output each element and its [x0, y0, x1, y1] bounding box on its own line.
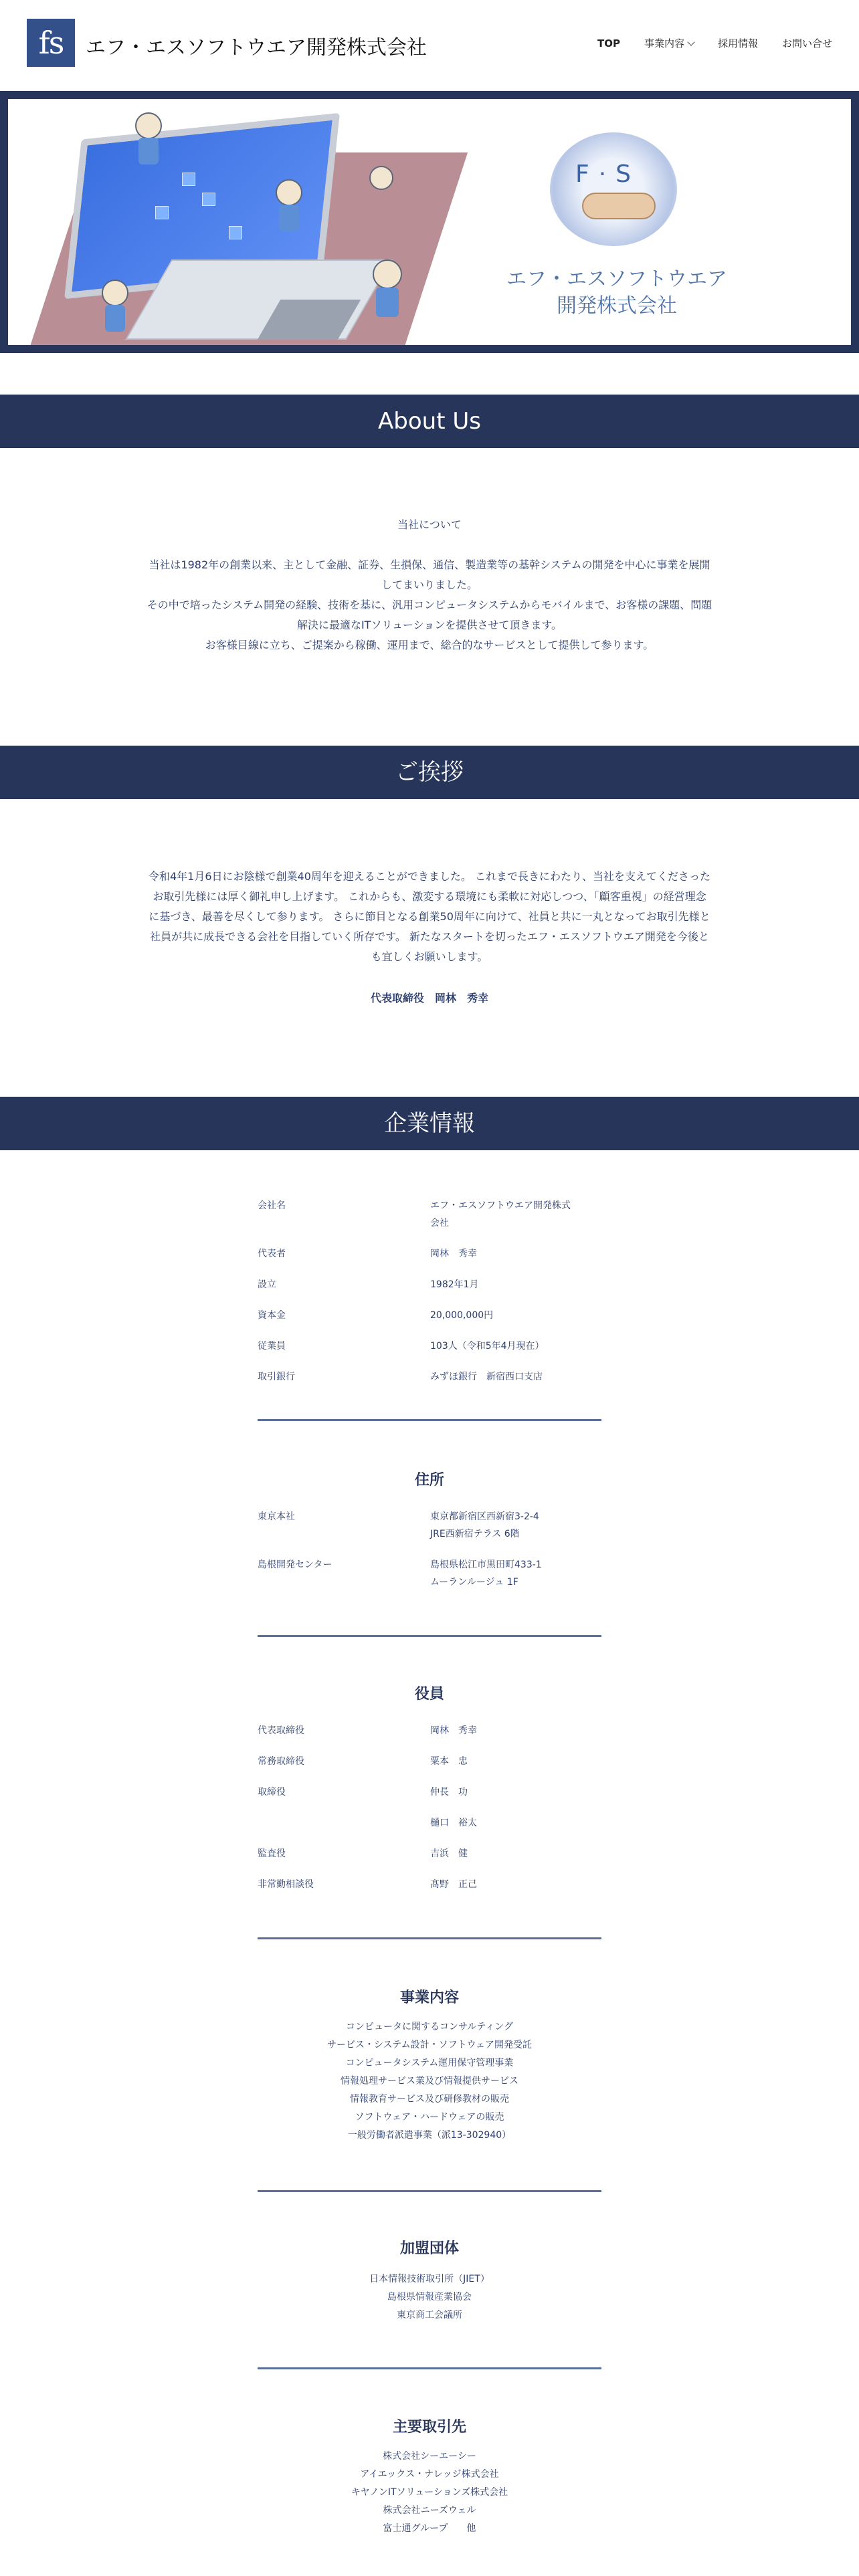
officer-role: 監査役: [258, 1848, 286, 1859]
info-value: 岡林 秀幸: [430, 1249, 477, 1259]
section-divider: [258, 2190, 601, 2192]
cube-icon: [155, 206, 169, 219]
character-head-icon: [135, 112, 162, 139]
info-value: [430, 1197, 601, 1232]
address-table: [258, 1508, 601, 1604]
business-item: 一般労働者派遣事業（派13-302940）: [347, 2130, 512, 2141]
client-item: キヤノンITソリューションズ株式会社: [351, 2487, 508, 2498]
membership-item: 日本情報技術取引所（JIET）: [369, 2274, 490, 2284]
info-value-line: エフ・エスソフトウエア開発株式: [430, 1200, 571, 1211]
address-key: 島根開発センター: [258, 1560, 332, 1570]
officer-role: [258, 1814, 430, 1832]
company-info-table: [258, 1197, 601, 1399]
hero-image: [8, 99, 851, 345]
officer-role: 取締役: [258, 1787, 286, 1798]
info-row: [258, 1307, 601, 1324]
character-body-icon: [376, 288, 399, 317]
emblem-letters: F·S: [575, 160, 641, 188]
business-item: ソフトウェア・ハードウェアの販売: [355, 2112, 504, 2123]
business-item: 情報教育サービス及び研修教材の販売: [350, 2094, 509, 2105]
handshake-icon: [582, 193, 656, 219]
info-key: 代表者: [258, 1249, 286, 1259]
site-title[interactable]: エフ・エスソフトウエア開発株式会社: [86, 36, 427, 60]
info-row: [258, 1337, 601, 1355]
officer-name: 岡林 秀幸: [430, 1725, 477, 1736]
character-head-icon: [276, 179, 302, 206]
character-head-icon: [102, 280, 128, 306]
business-title: 事業内容: [399, 1990, 459, 2006]
about-heading: About Us: [0, 395, 859, 448]
business-item: コンピュータに関するコンサルティング: [346, 2022, 513, 2032]
about-line: 解決に最適なITソリューションを提供させて頂きます。: [296, 619, 563, 631]
hero-company-line: 開発株式会社: [557, 294, 677, 318]
site-header: [0, 0, 859, 91]
officer-role: 常務取締役: [258, 1756, 304, 1767]
membership-item: 島根県情報産業協会: [387, 2292, 472, 2302]
hero-company-name: [503, 266, 731, 320]
address-row: [258, 1508, 601, 1543]
greeting-line: 令和4年1月6日にお陰様で創業40周年を迎えることができました。 これまで長きにわたり、当社を支えてくださった: [149, 870, 710, 883]
address-row: [258, 1556, 601, 1591]
greeting-line: も宜しくお願いします。: [371, 950, 488, 963]
character-head-icon: [373, 259, 402, 289]
section-divider: [258, 1419, 601, 1421]
emblem-circle: [550, 132, 677, 246]
info-row: [258, 1276, 601, 1293]
nav-label: お問い合せ: [781, 37, 832, 49]
address-title: 住所: [414, 1472, 444, 1489]
officer-name: 吉浜 健: [430, 1848, 468, 1859]
character-head-icon: [369, 166, 393, 190]
officer-name: 粟本 忠: [430, 1756, 468, 1767]
about-line: してまいりました。: [381, 578, 478, 591]
chevron-down-icon: [687, 38, 694, 45]
officer-role: 非常勤相談役: [258, 1879, 314, 1890]
nav-label: 採用情報: [717, 37, 758, 49]
address-line: 東京都新宿区西新宿3-2-4: [430, 1511, 539, 1522]
nav-item-top[interactable]: [597, 36, 620, 50]
info-key: 資本金: [258, 1310, 286, 1321]
about-line: お客様目線に立ち、ご提案から稼働、運用まで、総合的なサービスとして提供して参ります。: [205, 639, 654, 651]
address-value: [430, 1556, 601, 1591]
nav-item-recruit[interactable]: [718, 36, 758, 50]
officer-row: [258, 1845, 601, 1862]
hero-banner: [0, 91, 859, 353]
about-subheading: 当社について: [397, 518, 462, 531]
cube-icon: [229, 226, 242, 239]
membership-title: 加盟団体: [399, 2240, 459, 2257]
main-nav: [597, 36, 832, 50]
info-value-line: 会社: [430, 1218, 449, 1228]
nav-label: 事業内容: [644, 37, 684, 49]
membership-item: 東京商工会議所: [397, 2310, 462, 2321]
membership-list: [0, 2270, 859, 2325]
info-row: [258, 1368, 601, 1386]
officer-name: 樋口 裕太: [430, 1818, 477, 1828]
address-line: ムーランルージュ 1F: [430, 1577, 518, 1588]
officer-name: 仲長 功: [430, 1787, 468, 1798]
greeting-signature: 代表取締役 岡林 秀幸: [370, 992, 488, 1004]
officer-row: [258, 1814, 601, 1832]
info-key: 設立: [258, 1279, 276, 1290]
section-divider: [258, 1635, 601, 1637]
business-list: [0, 2018, 859, 2145]
officer-row: [258, 1753, 601, 1770]
officer-role: 代表取締役: [258, 1725, 304, 1736]
company-logo[interactable]: fs: [27, 19, 75, 67]
cube-icon: [182, 173, 195, 186]
info-value: 20,000,000円: [430, 1310, 494, 1321]
hero-company-line: エフ・エスソフトウエア: [506, 267, 727, 291]
address-key: 東京本社: [258, 1511, 295, 1522]
character-body-icon: [279, 205, 299, 231]
greeting-line: 社員が共に成長できる会社を目指していく所存です。 新たなスタートを切ったエフ・エスソフトウエア開発を今後と: [150, 930, 709, 943]
business-item: 情報処理サービス業及び情報提供サービス: [341, 2076, 518, 2086]
nav-label: TOP: [597, 37, 620, 49]
about-line: 当社は1982年の創業以来、主として金融、証券、生損保、通信、製造業等の基幹システムの開発を中心に事業を展開: [149, 558, 710, 571]
client-item: 富士通グループ 他: [383, 2523, 476, 2534]
info-value: みずほ銀行 新宿西口支店: [430, 1372, 543, 1382]
info-key: 従業員: [258, 1341, 286, 1352]
officer-row: [258, 1876, 601, 1893]
section-divider: [258, 2367, 601, 2369]
clients-list: [0, 2448, 859, 2538]
client-item: アイエックス・ナレッジ株式会社: [360, 2469, 499, 2480]
cube-icon: [202, 193, 215, 206]
business-item: コンピュータシステム運用保守管理事業: [345, 2058, 514, 2068]
clients-title: 主要取引先: [392, 2419, 466, 2436]
section-divider: [258, 1937, 601, 1939]
client-item: 株式会社シーエーシー: [383, 2451, 476, 2462]
company-heading: 企業情報: [0, 1097, 859, 1150]
nav-item-contact[interactable]: [782, 36, 832, 50]
greeting-line: に基づき、最善を尽くして参ります。 さらに節目となる創業50周年に向けて、社員と共に一丸となってお取引先様と: [149, 910, 710, 923]
greeting-line: お取引先様には厚く御礼申し上げます。 これからも、激変する環境にも柔軟に対応しつつ、「顧客重視」の経営理念: [153, 890, 706, 903]
client-item: 株式会社ニーズウェル: [383, 2505, 476, 2516]
info-key: 取引銀行: [258, 1372, 295, 1382]
character-body-icon: [138, 138, 159, 165]
address-value: [430, 1508, 601, 1543]
greeting-body: [127, 867, 732, 967]
nav-item-business[interactable]: [644, 36, 694, 50]
officers-title: 役員: [414, 1686, 444, 1703]
business-item: サービス・システム設計・ソフトウェア開発受託: [326, 2040, 533, 2050]
officers-table: [258, 1722, 601, 1907]
about-body: [127, 555, 732, 655]
address-line: 島根県松江市黒田町433-1: [430, 1560, 542, 1570]
character-body-icon: [105, 305, 125, 332]
info-value: 103人（令和5年4月現在）: [430, 1341, 545, 1352]
info-row: [258, 1197, 601, 1232]
officer-name: 髙野 正己: [430, 1879, 477, 1890]
address-line: JRE西新宿テラス 6階: [430, 1529, 520, 1539]
info-row: [258, 1245, 601, 1263]
about-line: その中で培ったシステム開発の経験、技術を基に、汎用コンピュータシステムからモバイルまで、お客様の課題、問題: [147, 599, 712, 611]
officer-row: [258, 1722, 601, 1739]
info-value: 1982年1月: [430, 1279, 479, 1290]
info-key: 会社名: [258, 1200, 286, 1211]
greeting-heading: ご挨拶: [0, 746, 859, 799]
officer-row: [258, 1784, 601, 1801]
